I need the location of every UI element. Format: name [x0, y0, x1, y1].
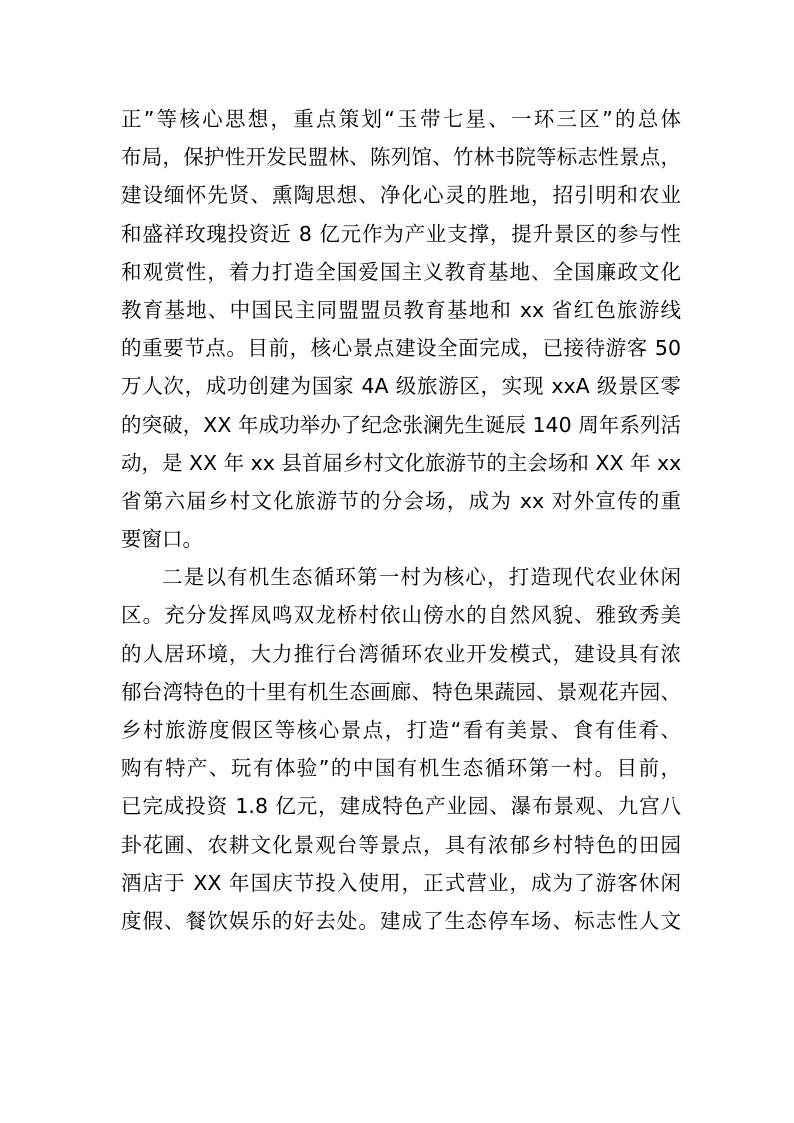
text-line: 要窗口。 — [121, 527, 203, 552]
text-line: 和观赏性，着力打造全国爱国主义教育基地、全国廉政文化 — [121, 259, 681, 284]
text-line: 省第六届乡村文化旅游节的分会场，成为 xx 对外宣传的重 — [121, 488, 681, 513]
text-line: 动，是 XX 年 xx 县首届乡村文化旅游节的主会场和 XX 年 xx — [121, 450, 682, 475]
text-line: 区。充分发挥凤鸣双龙桥村依山傍水的自然风貌、雅致秀美 — [121, 603, 681, 628]
text-line: 的人居环境，大力推行台湾循环农业开发模式，建设具有浓 — [121, 641, 681, 666]
text-line: 布局，保护性开发民盟林、陈列馆、竹林书院等标志性景点， — [121, 145, 681, 170]
text-line: 和盛祥玫瑰投资近 8 亿元作为产业支撑，提升景区的参与性 — [121, 221, 681, 246]
text-line: 建设缅怀先贤、熏陶思想、净化心灵的胜地，招引明和农业 — [121, 183, 681, 208]
text-line: 乡村旅游度假区等核心景点，打造“看有美景、食有佳肴、 — [121, 718, 681, 742]
body-text — [121, 100, 681, 940]
text-line: 度假、餐饮娱乐的好去处。建成了生态停车场、标志性人文 — [121, 908, 681, 933]
text-line: 已完成投资 1.8 亿元，建成特色产业园、瀑布景观、九宫八 — [121, 794, 681, 819]
text-line: 万人次，成功创建为国家 4A 级旅游区，实现 xxA 级景区零 — [121, 374, 681, 399]
text-line: 的重要节点。目前，核心景点建设全面完成，已接待游客 50 — [121, 336, 681, 361]
text-line: 教育基地、中国民主同盟盟员教育基地和 xx 省红色旅游线 — [121, 297, 681, 322]
text-line: 酒店于 XX 年国庆节投入使用，正式营业，成为了游客休闲 — [121, 870, 681, 895]
text-line: 卦花圃、农耕文化景观台等景点，具有浓郁乡村特色的田园 — [121, 832, 681, 857]
paragraph-start-line: 二是以有机生态循环第一村为核心，打造现代农业休闲 — [162, 565, 681, 590]
text-line: 郁台湾特色的十里有机生态画廊、特色果蔬园、景观花卉园、 — [121, 679, 681, 704]
text-line: 购有特产、玩有体验”的中国有机生态循环第一村。目前， — [121, 756, 681, 781]
text-line: 正”等核心思想，重点策划“玉带七星、一环三区”的总体 — [121, 107, 681, 131]
text-line: 的突破，XX 年成功举办了纪念张澜先生诞辰 140 周年系列活 — [121, 412, 681, 437]
